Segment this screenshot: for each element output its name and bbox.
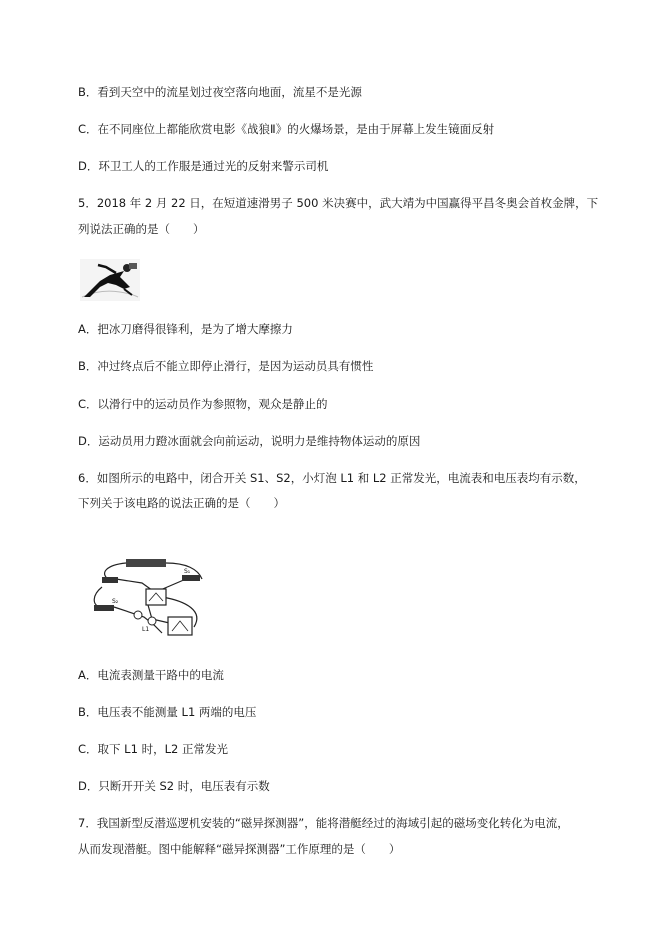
label-s1: S₁ (184, 568, 191, 575)
q7-stem-line1: 7．我国新型反潜巡逻机安装的“磁异探测器”，能将潜艇经过的海域引起的磁场变化转化为电流， (78, 816, 569, 830)
q7-stem-line2: 从而发现潜艇。图中能解释“磁异探测器”工作原理的是（ ） (78, 842, 401, 856)
q5-option-a: A．把冰刀磨得很锋利，是为了增大摩擦力 (78, 322, 293, 336)
switch-s2-icon (102, 577, 118, 583)
q5-option-c: C．以滑行中的运动员作为参照物，观众是静止的 (78, 397, 328, 411)
q6-option-d: D．只断开开关 S2 时，电压表有示数 (78, 779, 270, 793)
q5-option-d: D．运动员用力蹬冰面就会向前运动，说明力是维持物体运动的原因 (78, 434, 421, 448)
prev-option-b: B．看到天空中的流星划过夜空落向地面，流星不是光源 (78, 85, 362, 99)
switch-bottom-icon (94, 605, 114, 611)
q5-option-b: B．冲过终点后不能立即停止滑行，是因为运动员具有惯性 (78, 359, 374, 373)
switch-s1-icon (182, 575, 200, 581)
circuit-figure (86, 555, 216, 645)
prev-option-d: D．环卫工人的工作服是通过光的反射来警示司机 (78, 159, 329, 173)
q6-option-c: C．取下 L1 时，L2 正常发光 (78, 742, 228, 756)
label-l1: L1 (142, 626, 150, 633)
label-s2: S₂ (112, 598, 119, 605)
battery-icon (126, 559, 166, 567)
q5-stem-line2: 列说法正确的是（ ） (78, 222, 205, 236)
q6-option-b: B．电压表不能测量 L1 两端的电压 (78, 705, 257, 719)
lamp-l1-icon (148, 617, 156, 625)
q5-stem-line1: 5．2018 年 2 月 22 日，在短道速滑男子 500 米决赛中，武大靖为中国赢得平昌冬奥会首枚金牌，下 (78, 196, 599, 210)
q6-stem-line2: 下列关于该电路的说法正确的是（ ） (78, 496, 285, 510)
q6-option-a: A．电流表测量干路中的电流 (78, 668, 224, 682)
prev-option-c: C．在不同座位上都能欣赏电影《战狼Ⅱ》的火爆场景，是由于屏幕上发生镜面反射 (78, 122, 495, 136)
ammeter-icon (146, 589, 166, 605)
q6-stem-line1: 6．如图所示的电路中，闭合开关 S1、S2，小灯泡 L1 和 L2 正常发光，电流表和电压表均有示数， (78, 471, 586, 485)
lamp-l2-icon (134, 611, 142, 619)
voltmeter-icon (168, 617, 192, 635)
speed-skater-figure (80, 259, 140, 301)
